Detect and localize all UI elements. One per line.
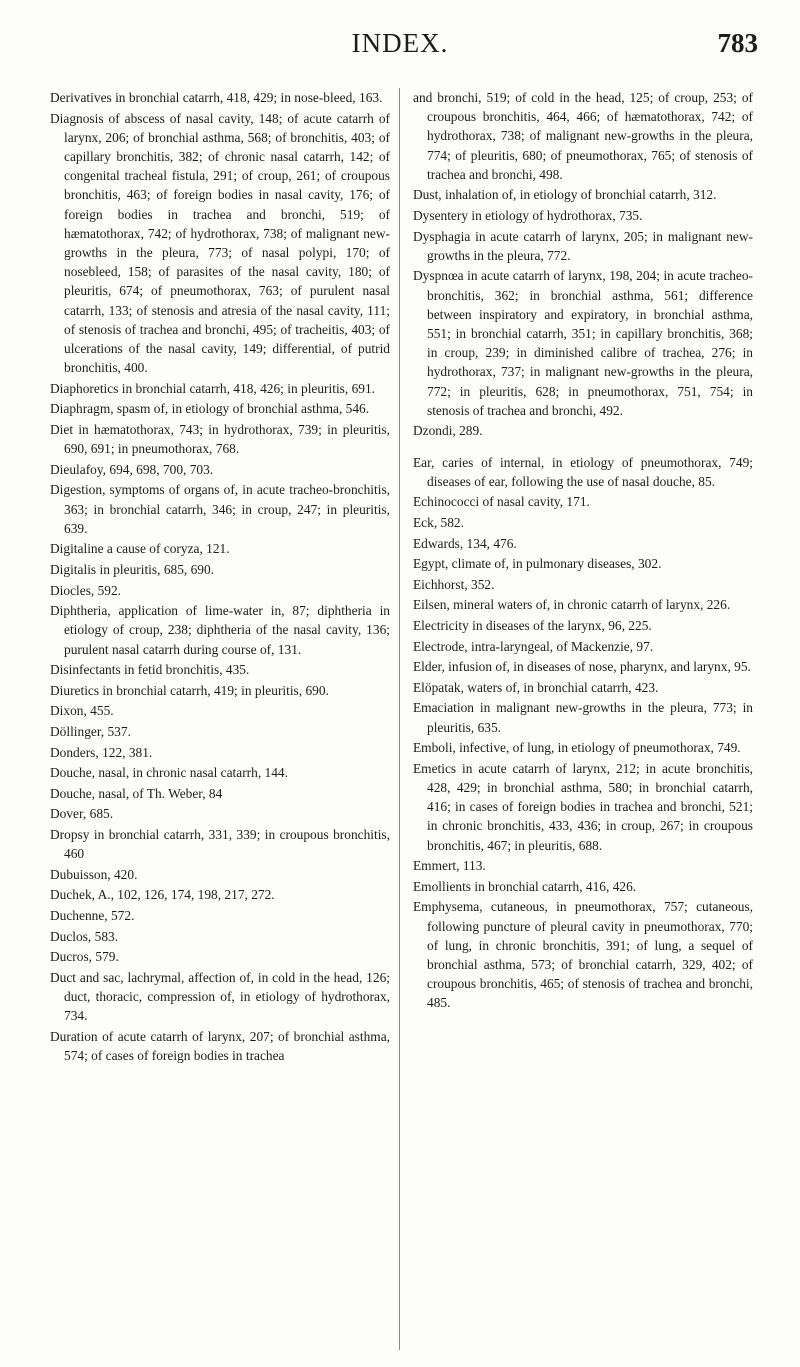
index-entry: Electrode, intra-laryngeal, of Mackenzie, 97.: [413, 638, 654, 654]
index-entry: Emetics in acute catarrh of larynx, 212; in acute bronchitis, 428, 429; in bronchial asthma, 580; in bronchial catarrh, 416; in cases of foreign bodies in trachea and bronchi, 521; in chronic bronchitis, 433, 436; in croup, 267; in croupous bronchitis, 467; in pleuritis, 688.: [413, 760, 753, 853]
index-entry: Diphtheria, application of lime-water in, 87; diphtheria in etiology of croup, 238; diphtheria of the nasal cavity, 136; purulent nasal catarrh during course of, 131.: [50, 603, 390, 657]
index-entry: Disinfectants in fetid bronchitis, 435.: [50, 662, 250, 678]
index-entry: Ducros, 579.: [50, 949, 119, 965]
index-entry: Ear, caries of internal, in etiology of pneumothorax, 749; diseases of ear, following the use of nasal douche, 85.: [413, 454, 753, 489]
index-entry: Douche, nasal, of Th. Weber, 84: [50, 785, 223, 801]
index-entry: Egypt, climate of, in pulmonary diseases, 302.: [413, 556, 662, 572]
index-entry: Diagnosis of abscess of nasal cavity, 148; of acute catarrh of larynx, 206; of bronchial asthma, 568; of bronchitis, 403; of capillary bronchitis, 382; of chronic nasal catarrh, 142; of congenital tracheal fistula, 291; of croup, 261; of croupous bronchitis, 463; of foreign bodies in nasal cavity, 176; of foreign bodies in trachea and bronchi, 519; of hæmatothorax, 742; of hydrothorax, 738; of malignant new-growths in the pleura, 773; of nasal polypi, 170; of nosebleed, 158; of parasites of the nasal cavity, 180; of pleuritis, 674; of pneumothorax, 763; of purulent nasal catarrh, 133; of stenosis and atresia of the nasal cavity, 111; of stenosis of trachea and bronchi, 495; of tracheitis, 403; of ulcerations of the nasal cavity, 149; differential, of putrid bronchitis, 400.: [50, 110, 390, 376]
index-entry: Eck, 582.: [413, 515, 464, 530]
index-entry: Derivatives in bronchial catarrh, 418, 429; in nose-bleed, 163.: [50, 90, 383, 105]
index-entry: Electricity in diseases of the larynx, 96, 225.: [413, 617, 652, 633]
index-entry: Dover, 685.: [50, 806, 114, 822]
page-header: [0, 28, 800, 68]
index-entry: and bronchi, 519; of cold in the head, 125; of croup, 253; of croupous bronchitis, 464, 466; of hæmatothorax, 742; of hydrothorax, 738; of malignant new-growths in the pleura, 774; of pleuritis, 680; of pneumothorax, 765; of stenosis of trachea and bronchi, 498.: [413, 90, 753, 182]
index-entry: Emboli, infective, of lung, in etiology of pneumothorax, 749.: [413, 740, 741, 756]
index-entry: Dysphagia in acute catarrh of larynx, 205; in malignant new-growths in the pleura, 772.: [413, 228, 753, 263]
index-entry: Duct and sac, lachrymal, affection of, in cold in the head, 126; duct, thoracic, compression of, in etiology of hydrothorax, 734.: [50, 969, 390, 1024]
index-entry: Digitalis in pleuritis, 685, 690.: [50, 562, 215, 577]
index-entry: Emmert, 113.: [413, 858, 486, 874]
index-entry: Döllinger, 537.: [50, 723, 131, 739]
index-entry: Dzondi, 289.: [413, 423, 483, 439]
index-entry: Duchenne, 572.: [50, 907, 135, 923]
index-entry: Diaphoretics in bronchial catarrh, 418, 426; in pleuritis, 691.: [50, 380, 376, 396]
index-entry: Eilsen, mineral waters of, in chronic catarrh of larynx, 226.: [413, 597, 731, 613]
index-entry: Emaciation in malignant new-growths in the pleura, 773; in pleuritis, 635.: [413, 700, 753, 735]
left-column: [50, 88, 390, 1067]
index-entry: Digitaline a cause of coryza, 121.: [50, 541, 230, 557]
index-entry: Douche, nasal, in chronic nasal catarrh, 144.: [50, 765, 288, 781]
index-entry: Elder, infusion of, in diseases of nose, pharynx, and larynx, 95.: [413, 659, 751, 675]
index-entry: Digestion, symptoms of organs of, in acute tracheo-bronchitis, 363; in bronchial catarrh, 346; in croup, 247; in pleuritis, 639.: [50, 482, 390, 536]
index-entry: Edwards, 134, 476.: [413, 535, 517, 551]
index-entry: Dubuisson, 420.: [50, 866, 138, 882]
index-entry: Dust, inhalation of, in etiology of bronchial catarrh, 312.: [413, 187, 717, 203]
index-entry: Duration of acute catarrh of larynx, 207; of bronchial asthma, 574; of cases of foreign bodies in trachea: [50, 1028, 390, 1063]
index-entry: Diaphragm, spasm of, in etiology of bronchial asthma, 546.: [50, 401, 370, 417]
index-entry: Dysentery in etiology of hydrothorax, 735.: [413, 208, 643, 223]
index-entry: Duclos, 583.: [50, 928, 119, 944]
index-entry: Echinococci of nasal cavity, 171.: [413, 494, 590, 510]
index-entry: Diuretics in bronchial catarrh, 419; in pleuritis, 690.: [50, 682, 329, 698]
index-entry: Emphysema, cutaneous, in pneumothorax, 757; cutaneous, following puncture of pleural cavity in pneumothorax, 770; of lung, in chronic bronchitis, 391; of lung, a sequel of bronchial asthma, 573; of bronchial catarrh, 329, 402; of croupous bronchitis, 465; of stenosis of trachea and bronchi, 485.: [413, 899, 753, 1011]
right-column: [413, 88, 753, 1014]
index-entry: Diet in hæmatothorax, 743; in hydrothorax, 739; in pleuritis, 690, 691; in pneumothorax, 768.: [50, 422, 390, 457]
running-title: INDEX.: [351, 28, 449, 58]
index-entry: Diocles, 592.: [50, 582, 122, 598]
index-entry: Duchek, A., 102, 126, 174, 198, 217, 272.: [50, 887, 275, 903]
page-number: 783: [717, 28, 758, 58]
column-divider: [399, 88, 400, 1350]
index-entry: Dropsy in bronchial catarrh, 331, 339; in croupous bronchitis, 460: [50, 826, 390, 862]
index-entry: Emollients in bronchial catarrh, 416, 426.: [413, 878, 637, 894]
index-entry: Dieulafoy, 694, 698, 700, 703.: [50, 461, 214, 477]
index-entry: Elöpatak, waters of, in bronchial catarrh, 423.: [413, 679, 659, 695]
index-entry: Eichhorst, 352.: [413, 576, 495, 592]
index-entry: Dyspnœa in acute catarrh of larynx, 198, 204; in acute tracheo-bronchitis, 362; in bronchial asthma, 561; difference between inspiratory and expiratory, in bronchial asthma, 551; in bronchial catarrh, 351; in capillary bronchitis, 368; in croup, 239; in diminished calibre of trachea, 276; in hydrothorax, 737; in malignant new-growths in the pleura, 772; in pleuritis, 628; in pneumothorax, 751, 754; in stenosis of trachea and bronchi, 492.: [413, 268, 753, 418]
index-entry: Donders, 122, 381.: [50, 744, 153, 760]
index-entry: Dixon, 455.: [50, 703, 114, 719]
